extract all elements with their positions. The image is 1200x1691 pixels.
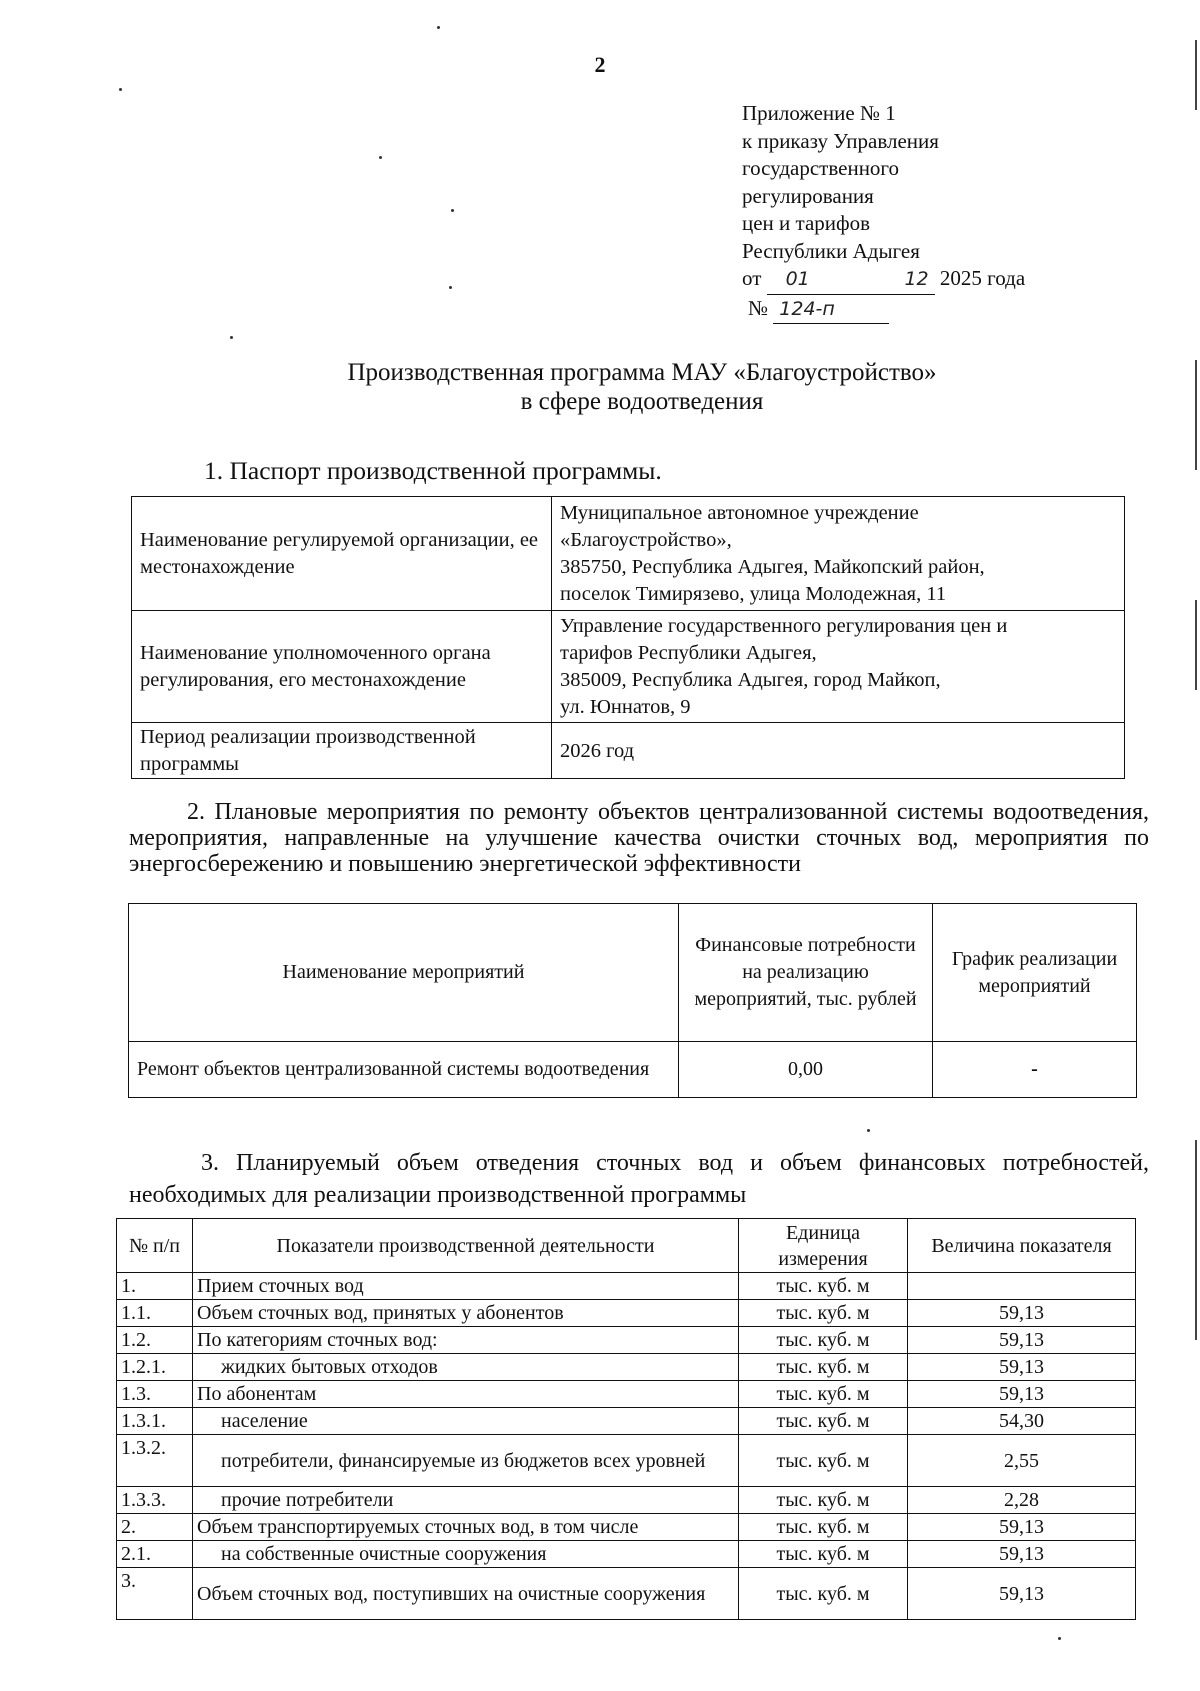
row-value: 2,55 [908,1435,1136,1487]
order-number-handwritten: 124-п [773,296,889,325]
table-row [117,1381,1136,1408]
passport-table [131,496,1125,779]
appendix-line: цен и тарифов [742,211,871,235]
row-value: 59,13 [908,1300,1136,1327]
appendix-line: Приложение № 1 [742,101,896,125]
table-row [132,723,1125,779]
row-unit: тыс. куб. м [739,1435,908,1487]
scan-speck [449,286,452,289]
header-num: № п/п [117,1219,193,1273]
row-indicator: жидких бытовых отходов [193,1354,739,1381]
row-num: 1.1. [117,1300,193,1327]
table-row [117,1435,1136,1487]
table-header-row [117,1219,1136,1273]
row-value: 59,13 [908,1354,1136,1381]
page-number: 2 [594,52,606,77]
table-row [117,1300,1136,1327]
table-row [117,1568,1136,1620]
measure-name: Ремонт объектов централизованной системы водоотведения [129,1042,679,1098]
appendix-line: государственного [742,156,900,180]
row-unit: тыс. куб. м [739,1487,908,1514]
table-row [117,1514,1136,1541]
section1-heading: 1. Паспорт производственной программы. [204,456,662,485]
section2-text: 2. Плановые мероприятия по ремонту объектов централизованной системы водоотведения, мероприятия, направленные на улучшение качества очистки сточных вод, мероприятия по энергосбережению и повышению энергетической эффективности [129,799,1149,877]
scan-edge-line [1195,1140,1197,1340]
row-value: 59,13 [908,1514,1136,1541]
row-unit: тыс. куб. м [739,1327,908,1354]
row-num: 1.3.2. [117,1435,193,1487]
measure-finance: 0,00 [679,1042,933,1098]
scan-speck [119,88,122,91]
document-title [0,358,1200,416]
table-row [132,497,1125,611]
header-value: Величина показателя [908,1219,1136,1273]
row-value: 59,13 [908,1327,1136,1354]
row-indicator: Прием сточных вод [193,1273,739,1300]
row-unit: тыс. куб. м [739,1300,908,1327]
passport-label: Наименование уполномоченного органа регулирования, его местонахождение [132,611,552,723]
table-row [117,1354,1136,1381]
row-unit: тыс. куб. м [739,1273,908,1300]
table-row [117,1487,1136,1514]
date-day-handwritten: 01 [767,266,829,295]
table-row [117,1408,1136,1435]
header-indicator: Показатели производственной деятельности [193,1219,739,1273]
row-indicator: По категориям сточных вод: [193,1327,739,1354]
scan-speck [379,156,382,159]
appendix-number-line [742,295,1025,325]
row-value: 59,13 [908,1381,1136,1408]
row-num: 1.2.1. [117,1354,193,1381]
row-indicator: По абонентам [193,1381,739,1408]
value-line: поселок Тимирязево, улица Молодежная, 11 [560,583,947,605]
number-label: № [748,295,769,320]
row-num: 1.3. [117,1381,193,1408]
measures-table [128,903,1137,1098]
appendix-line: регулирования [742,183,874,208]
row-num: 2.1. [117,1541,193,1568]
title-line-2: в сфере водоотведения [520,388,764,415]
measure-schedule: - [933,1042,1137,1098]
row-value: 59,13 [908,1541,1136,1568]
passport-value [552,611,1125,723]
value-line: «Благоустройство», [560,529,732,551]
value-line: ул. Юннатов, 9 [560,696,691,718]
date-year: 2025 года [939,266,1026,290]
scan-edge-line [1195,600,1197,690]
section3-paragraph [129,1147,1149,1211]
row-num: 1.3.3. [117,1487,193,1514]
row-indicator: население [193,1408,739,1435]
row-indicator: Объем транспортируемых сточных вод, в том числе [193,1514,739,1541]
row-value [908,1273,1136,1300]
appendix-line: к приказу Управления [742,128,939,153]
row-value: 59,13 [908,1568,1136,1620]
row-unit: тыс. куб. м [739,1514,908,1541]
passport-label: Период реализации производственной программы [132,723,552,779]
passport-label: Наименование регулируемой организации, ее местонахождение [132,497,552,611]
row-unit: тыс. куб. м [739,1354,908,1381]
value-line: Муниципальное автономное учреждение [560,502,919,524]
table-row [117,1541,1136,1568]
value-line: Управление государственного регулирования цен и [560,615,1008,637]
table-row [132,611,1125,723]
row-num: 1.3.1. [117,1408,193,1435]
header-schedule: График реализации мероприятий [933,904,1137,1042]
row-indicator: Объем сточных вод, принятых у абонентов [193,1300,739,1327]
scan-edge-line [1195,40,1197,110]
row-unit: тыс. куб. м [739,1408,908,1435]
appendix-block [742,100,1025,324]
row-unit: тыс. куб. м [739,1381,908,1408]
scan-speck [451,209,454,212]
appendix-line: Республики Адыгея [742,238,920,263]
table-row [129,1042,1137,1098]
date-month-handwritten: 12 [829,266,935,295]
table-row [117,1273,1136,1300]
row-value: 54,30 [908,1408,1136,1435]
appendix-date-line [742,265,1025,295]
passport-value [552,723,1125,779]
header-unit: Единица измерения [739,1219,908,1273]
row-num: 1. [117,1273,193,1300]
scan-edge-line [1195,360,1197,470]
header-measure-name: Наименование мероприятий [129,904,679,1042]
section3-text: 3. Планируемый объем отведения сточных вод и объем финансовых потребностей, необходимых для реализации производственной программы [129,1150,1149,1208]
row-unit: тыс. куб. м [739,1541,908,1568]
row-indicator: на собственные очистные сооружения [193,1541,739,1568]
scan-speck [1058,1637,1061,1640]
row-num: 2. [117,1514,193,1541]
indicators-table [116,1218,1136,1620]
section2-paragraph [129,799,1149,877]
row-num: 3. [117,1568,193,1620]
row-indicator: прочие потребители [193,1487,739,1514]
row-unit: тыс. куб. м [739,1568,908,1620]
scan-speck [867,1129,870,1132]
header-finance: Финансовые потребности на реализацию мероприятий, тыс. рублей [679,904,933,1042]
value-line: тарифов Республики Адыгея, [560,642,817,664]
table-row [117,1327,1136,1354]
scan-speck [437,26,440,29]
row-value: 2,28 [908,1487,1136,1514]
table-header-row [129,904,1137,1042]
scan-speck [230,336,233,339]
passport-value [552,497,1125,611]
title-line-1: Производственная программа МАУ «Благоустройство» [347,359,937,386]
row-indicator: потребители, финансируемые из бюджетов всех уровней [193,1435,739,1487]
date-from-label: от [742,266,762,290]
row-num: 1.2. [117,1327,193,1354]
value-line: 385009, Республика Адыгея, город Майкоп, [560,669,941,691]
value-line: 2026 год [560,739,635,762]
row-indicator: Объем сточных вод, поступивших на очистные сооружения [193,1568,739,1620]
value-line: 385750, Республика Адыгея, Майкопский район, [560,556,985,578]
